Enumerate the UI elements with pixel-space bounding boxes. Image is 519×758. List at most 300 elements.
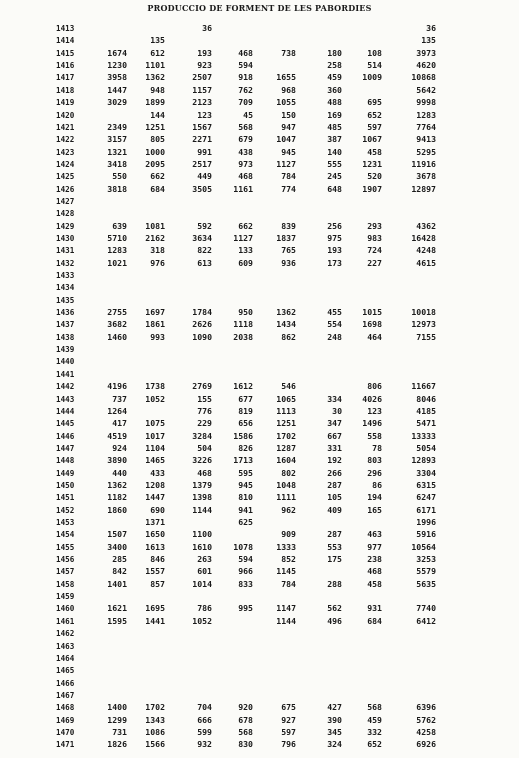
total-cell: 12893 xyxy=(411,455,436,466)
value-cell xyxy=(125,197,165,206)
total-cell: 11667 xyxy=(411,381,436,392)
table-row xyxy=(0,407,519,416)
value-cell: 1014 xyxy=(192,578,212,589)
total-cell: 4620 xyxy=(416,60,436,70)
table-row xyxy=(0,444,519,453)
total-cell: 5471 xyxy=(416,418,436,429)
total-cell: 12973 xyxy=(411,319,436,330)
value-cell: 973 xyxy=(238,158,253,169)
value-cell: 555 xyxy=(327,158,342,169)
value-cell xyxy=(172,296,212,305)
year-cell: 1445 xyxy=(56,419,75,429)
value-cell: 266 xyxy=(327,467,342,478)
value-cell xyxy=(213,679,253,688)
value-cell: 667 xyxy=(327,430,342,441)
year-cell: 1471 xyxy=(56,740,75,750)
table-row xyxy=(0,283,519,292)
value-cell: 2123 xyxy=(192,97,212,108)
value-cell xyxy=(213,666,253,675)
table-row xyxy=(0,481,519,490)
value-cell: 1111 xyxy=(276,492,296,503)
value-cell: 347 xyxy=(327,418,342,429)
value-cell xyxy=(256,283,296,292)
year-cell: 1426 xyxy=(56,184,75,194)
value-cell xyxy=(172,642,212,651)
value-cell xyxy=(302,629,342,638)
value-cell: 599 xyxy=(197,726,212,737)
value-cell: 1145 xyxy=(276,566,296,577)
year-cell: 1413 xyxy=(56,24,75,33)
table-row xyxy=(0,123,519,132)
value-cell: 30 xyxy=(332,405,342,416)
year-cell: 1462 xyxy=(56,629,75,639)
value-cell: 802 xyxy=(281,467,296,478)
year-cell: 1468 xyxy=(56,703,75,713)
value-cell: 5710 xyxy=(107,232,127,243)
value-cell: 592 xyxy=(197,220,212,231)
table-row xyxy=(0,419,519,428)
value-cell xyxy=(302,642,342,651)
value-cell: 1697 xyxy=(145,307,165,318)
value-cell: 334 xyxy=(327,393,342,404)
value-cell xyxy=(342,666,382,675)
value-cell xyxy=(342,654,382,663)
value-cell: 1434 xyxy=(276,319,296,330)
value-cell xyxy=(256,370,296,379)
value-cell xyxy=(125,345,165,354)
value-cell: 1230 xyxy=(107,60,127,70)
value-cell: 427 xyxy=(327,702,342,713)
value-cell: 1447 xyxy=(107,84,127,95)
value-cell: 662 xyxy=(150,171,165,182)
table-row xyxy=(0,567,519,576)
table-row xyxy=(0,543,519,552)
table-row xyxy=(0,172,519,181)
value-cell: 409 xyxy=(327,504,342,515)
value-cell: 1147 xyxy=(276,603,296,614)
value-cell xyxy=(256,36,296,45)
total-cell: 6315 xyxy=(416,479,436,490)
value-cell: 652 xyxy=(367,109,382,120)
table-row xyxy=(0,728,519,737)
total-cell: 7155 xyxy=(416,331,436,342)
value-cell: 1907 xyxy=(362,183,382,194)
value-cell: 1118 xyxy=(233,319,253,330)
value-cell: 819 xyxy=(238,405,253,416)
table-row xyxy=(0,185,519,194)
value-cell: 558 xyxy=(367,430,382,441)
table-row xyxy=(0,370,519,379)
value-cell xyxy=(342,592,382,601)
value-cell xyxy=(213,345,253,354)
value-cell xyxy=(125,370,165,379)
value-cell: 2626 xyxy=(192,319,212,330)
value-cell: 595 xyxy=(238,467,253,478)
value-cell xyxy=(172,654,212,663)
value-cell: 318 xyxy=(150,245,165,256)
value-cell: 1400 xyxy=(107,702,127,713)
value-cell: 287 xyxy=(327,529,342,540)
year-cell: 1453 xyxy=(56,518,75,527)
total-cell: 7764 xyxy=(416,121,436,132)
value-cell xyxy=(256,345,296,354)
year-cell: 1423 xyxy=(56,147,75,157)
year-cell: 1440 xyxy=(56,357,75,367)
value-cell: 846 xyxy=(150,554,165,564)
value-cell xyxy=(213,357,253,366)
value-cell xyxy=(87,296,127,305)
value-cell xyxy=(125,24,165,33)
value-cell xyxy=(87,691,127,700)
value-cell: 1557 xyxy=(145,566,165,577)
value-cell: 737 xyxy=(112,393,127,404)
value-cell: 941 xyxy=(238,504,253,515)
value-cell: 1100 xyxy=(192,529,212,540)
table-row xyxy=(0,209,519,218)
value-cell xyxy=(213,530,253,539)
table-row xyxy=(0,469,519,478)
value-cell: 1065 xyxy=(276,393,296,404)
value-cell xyxy=(302,592,342,601)
total-cell xyxy=(396,345,436,354)
value-cell: 1702 xyxy=(145,702,165,713)
value-cell: 194 xyxy=(367,492,382,503)
value-cell: 1362 xyxy=(276,307,296,318)
table-row xyxy=(0,691,519,700)
value-cell: 3157 xyxy=(107,134,127,145)
table-row xyxy=(0,259,519,268)
value-cell: 135 xyxy=(150,35,165,46)
value-cell: 806 xyxy=(367,381,382,392)
value-cell: 920 xyxy=(238,702,253,713)
value-cell: 1698 xyxy=(362,319,382,330)
value-cell: 1860 xyxy=(107,504,127,515)
year-cell: 1419 xyxy=(56,98,75,108)
value-cell xyxy=(125,691,165,700)
value-cell: 1604 xyxy=(276,455,296,466)
value-cell xyxy=(256,271,296,280)
year-cell: 1433 xyxy=(56,271,75,280)
value-cell xyxy=(172,357,212,366)
value-cell xyxy=(125,629,165,638)
value-cell: 193 xyxy=(197,47,212,58)
value-cell: 656 xyxy=(238,418,253,429)
value-cell: 1000 xyxy=(145,146,165,157)
value-cell xyxy=(256,642,296,651)
value-cell: 3029 xyxy=(107,97,127,108)
year-cell: 1452 xyxy=(56,505,75,515)
value-cell: 1465 xyxy=(145,455,165,466)
total-cell: 9998 xyxy=(416,97,436,108)
value-cell xyxy=(87,666,127,675)
total-cell: 7740 xyxy=(416,603,436,614)
table-row xyxy=(0,197,519,206)
value-cell: 1371 xyxy=(145,517,165,527)
total-cell: 5295 xyxy=(416,146,436,157)
value-cell xyxy=(302,357,342,366)
total-cell xyxy=(396,592,436,601)
year-cell: 1450 xyxy=(56,480,75,490)
value-cell: 245 xyxy=(327,171,342,182)
value-cell xyxy=(342,296,382,305)
value-cell: 2349 xyxy=(107,121,127,132)
value-cell: 449 xyxy=(197,171,212,182)
value-cell: 1144 xyxy=(192,504,212,515)
value-cell: 4026 xyxy=(362,393,382,404)
value-cell xyxy=(256,666,296,675)
value-cell xyxy=(342,629,382,638)
total-cell: 5579 xyxy=(416,566,436,577)
value-cell: 945 xyxy=(238,479,253,490)
value-cell: 1343 xyxy=(145,714,165,725)
value-cell xyxy=(302,691,342,700)
total-cell: 3253 xyxy=(416,554,436,564)
table-row xyxy=(0,49,519,58)
value-cell: 931 xyxy=(367,603,382,614)
year-cell: 1430 xyxy=(56,233,75,243)
year-cell: 1466 xyxy=(56,678,75,688)
year-cell: 1446 xyxy=(56,431,75,441)
value-cell: 684 xyxy=(150,183,165,194)
value-cell xyxy=(87,370,127,379)
total-cell xyxy=(396,691,436,700)
value-cell xyxy=(172,370,212,379)
value-cell: 839 xyxy=(281,220,296,231)
value-cell: 1127 xyxy=(233,232,253,243)
value-cell: 36 xyxy=(202,23,212,33)
table-row xyxy=(0,36,519,45)
year-cell: 1425 xyxy=(56,172,75,182)
value-cell: 639 xyxy=(112,220,127,231)
value-cell xyxy=(213,36,253,45)
table-row xyxy=(0,160,519,169)
value-cell: 738 xyxy=(281,47,296,58)
year-cell: 1417 xyxy=(56,73,75,83)
value-cell: 458 xyxy=(367,146,382,157)
value-cell: 677 xyxy=(238,393,253,404)
value-cell xyxy=(213,296,253,305)
value-cell: 826 xyxy=(238,442,253,453)
total-cell: 6926 xyxy=(416,739,436,750)
value-cell: 550 xyxy=(112,171,127,182)
value-cell: 774 xyxy=(281,183,296,194)
value-cell: 140 xyxy=(327,146,342,157)
value-cell xyxy=(302,518,342,527)
value-cell: 1017 xyxy=(145,430,165,441)
value-cell: 520 xyxy=(367,171,382,182)
value-cell xyxy=(213,283,253,292)
value-cell xyxy=(87,629,127,638)
value-cell: 927 xyxy=(281,714,296,725)
total-cell: 135 xyxy=(421,35,436,46)
value-cell: 613 xyxy=(197,257,212,268)
value-cell: 2755 xyxy=(107,307,127,318)
table-row xyxy=(0,666,519,675)
total-cell: 8046 xyxy=(416,393,436,404)
table-row xyxy=(0,296,519,305)
value-cell: 1610 xyxy=(192,541,212,552)
value-cell: 468 xyxy=(367,566,382,577)
value-cell: 918 xyxy=(238,72,253,83)
value-cell: 3284 xyxy=(192,430,212,441)
value-cell: 1101 xyxy=(145,60,165,70)
value-cell xyxy=(125,209,165,218)
value-cell: 1447 xyxy=(145,492,165,503)
table-row xyxy=(0,73,519,82)
value-cell: 1127 xyxy=(276,158,296,169)
value-cell xyxy=(302,24,342,33)
value-cell: 1078 xyxy=(233,541,253,552)
value-cell xyxy=(172,691,212,700)
value-cell: 1231 xyxy=(362,158,382,169)
value-cell: 822 xyxy=(197,245,212,256)
year-cell: 1470 xyxy=(56,727,75,737)
table-row xyxy=(0,580,519,589)
value-cell: 924 xyxy=(112,442,127,453)
table-row xyxy=(0,382,519,391)
total-cell: 36 xyxy=(426,23,436,33)
value-cell xyxy=(342,24,382,33)
value-cell: 966 xyxy=(238,566,253,577)
total-cell xyxy=(396,654,436,663)
year-cell: 1455 xyxy=(56,542,75,552)
total-cell xyxy=(396,370,436,379)
value-cell xyxy=(256,592,296,601)
table-row xyxy=(0,98,519,107)
total-cell: 16428 xyxy=(411,232,436,243)
value-cell xyxy=(342,679,382,688)
year-cell: 1454 xyxy=(56,530,75,540)
table-row xyxy=(0,222,519,231)
table-row xyxy=(0,506,519,515)
value-cell: 2162 xyxy=(145,232,165,243)
value-cell: 1713 xyxy=(233,455,253,466)
total-cell: 5642 xyxy=(416,84,436,95)
value-cell xyxy=(302,382,342,391)
year-cell: 1418 xyxy=(56,85,75,95)
value-cell: 3634 xyxy=(192,232,212,243)
value-cell xyxy=(87,209,127,218)
value-cell: 995 xyxy=(238,603,253,614)
value-cell xyxy=(125,407,165,416)
table-row xyxy=(0,308,519,317)
table-row xyxy=(0,642,519,651)
total-cell: 6171 xyxy=(416,504,436,515)
value-cell: 169 xyxy=(327,109,342,120)
value-cell xyxy=(342,345,382,354)
value-cell: 229 xyxy=(197,418,212,429)
value-cell: 105 xyxy=(327,492,342,503)
value-cell: 776 xyxy=(197,405,212,416)
value-cell xyxy=(302,567,342,576)
value-cell xyxy=(302,36,342,45)
value-cell: 765 xyxy=(281,245,296,256)
value-cell: 2769 xyxy=(192,381,212,392)
value-cell: 833 xyxy=(238,578,253,589)
total-cell: 1996 xyxy=(416,517,436,527)
value-cell: 458 xyxy=(367,578,382,589)
year-cell: 1432 xyxy=(56,258,75,268)
table-row xyxy=(0,604,519,613)
value-cell: 731 xyxy=(112,726,127,737)
value-cell xyxy=(172,283,212,292)
table-row xyxy=(0,246,519,255)
value-cell: 1441 xyxy=(145,615,165,626)
value-cell: 3400 xyxy=(107,541,127,552)
value-cell xyxy=(172,518,212,527)
value-cell: 514 xyxy=(367,60,382,70)
year-cell: 1438 xyxy=(56,332,75,342)
total-cell: 11916 xyxy=(411,158,436,169)
value-cell xyxy=(213,592,253,601)
value-cell xyxy=(172,36,212,45)
value-cell xyxy=(256,357,296,366)
value-cell: 762 xyxy=(238,84,253,95)
total-cell: 1283 xyxy=(416,109,436,120)
value-cell: 662 xyxy=(238,220,253,231)
value-cell: 2095 xyxy=(145,158,165,169)
total-cell: 13333 xyxy=(411,430,436,441)
value-cell: 1264 xyxy=(107,405,127,416)
value-cell xyxy=(87,357,127,366)
year-cell: 1420 xyxy=(56,110,75,120)
value-cell xyxy=(87,679,127,688)
value-cell: 293 xyxy=(367,220,382,231)
value-cell: 1251 xyxy=(145,121,165,132)
value-cell: 238 xyxy=(367,554,382,564)
value-cell xyxy=(256,197,296,206)
value-cell: 345 xyxy=(327,726,342,737)
year-cell: 1467 xyxy=(56,690,75,700)
value-cell: 45 xyxy=(243,109,253,120)
value-cell xyxy=(125,296,165,305)
year-cell: 1422 xyxy=(56,135,75,145)
value-cell xyxy=(125,642,165,651)
table-row xyxy=(0,592,519,601)
table-row xyxy=(0,345,519,354)
year-cell: 1457 xyxy=(56,567,75,577)
value-cell xyxy=(256,209,296,218)
value-cell xyxy=(87,283,127,292)
value-cell: 1655 xyxy=(276,72,296,83)
table-row xyxy=(0,629,519,638)
value-cell: 123 xyxy=(367,405,382,416)
value-cell: 1113 xyxy=(276,405,296,416)
value-cell: 1161 xyxy=(233,183,253,194)
value-cell: 1052 xyxy=(145,393,165,404)
value-cell xyxy=(302,197,342,206)
value-cell xyxy=(302,679,342,688)
value-cell xyxy=(125,679,165,688)
table-row xyxy=(0,333,519,342)
year-cell: 1463 xyxy=(56,641,75,651)
value-cell: 180 xyxy=(327,47,342,58)
total-cell: 4362 xyxy=(416,220,436,231)
table-row xyxy=(0,111,519,120)
value-cell xyxy=(302,654,342,663)
total-cell xyxy=(396,666,436,675)
total-cell: 6396 xyxy=(416,702,436,713)
value-cell xyxy=(302,271,342,280)
value-cell xyxy=(342,86,382,95)
value-cell: 1021 xyxy=(107,257,127,268)
value-cell: 784 xyxy=(281,171,296,182)
table-row xyxy=(0,654,519,663)
value-cell xyxy=(342,691,382,700)
value-cell: 554 xyxy=(327,319,342,330)
year-cell: 1451 xyxy=(56,493,75,503)
value-cell: 332 xyxy=(367,726,382,737)
